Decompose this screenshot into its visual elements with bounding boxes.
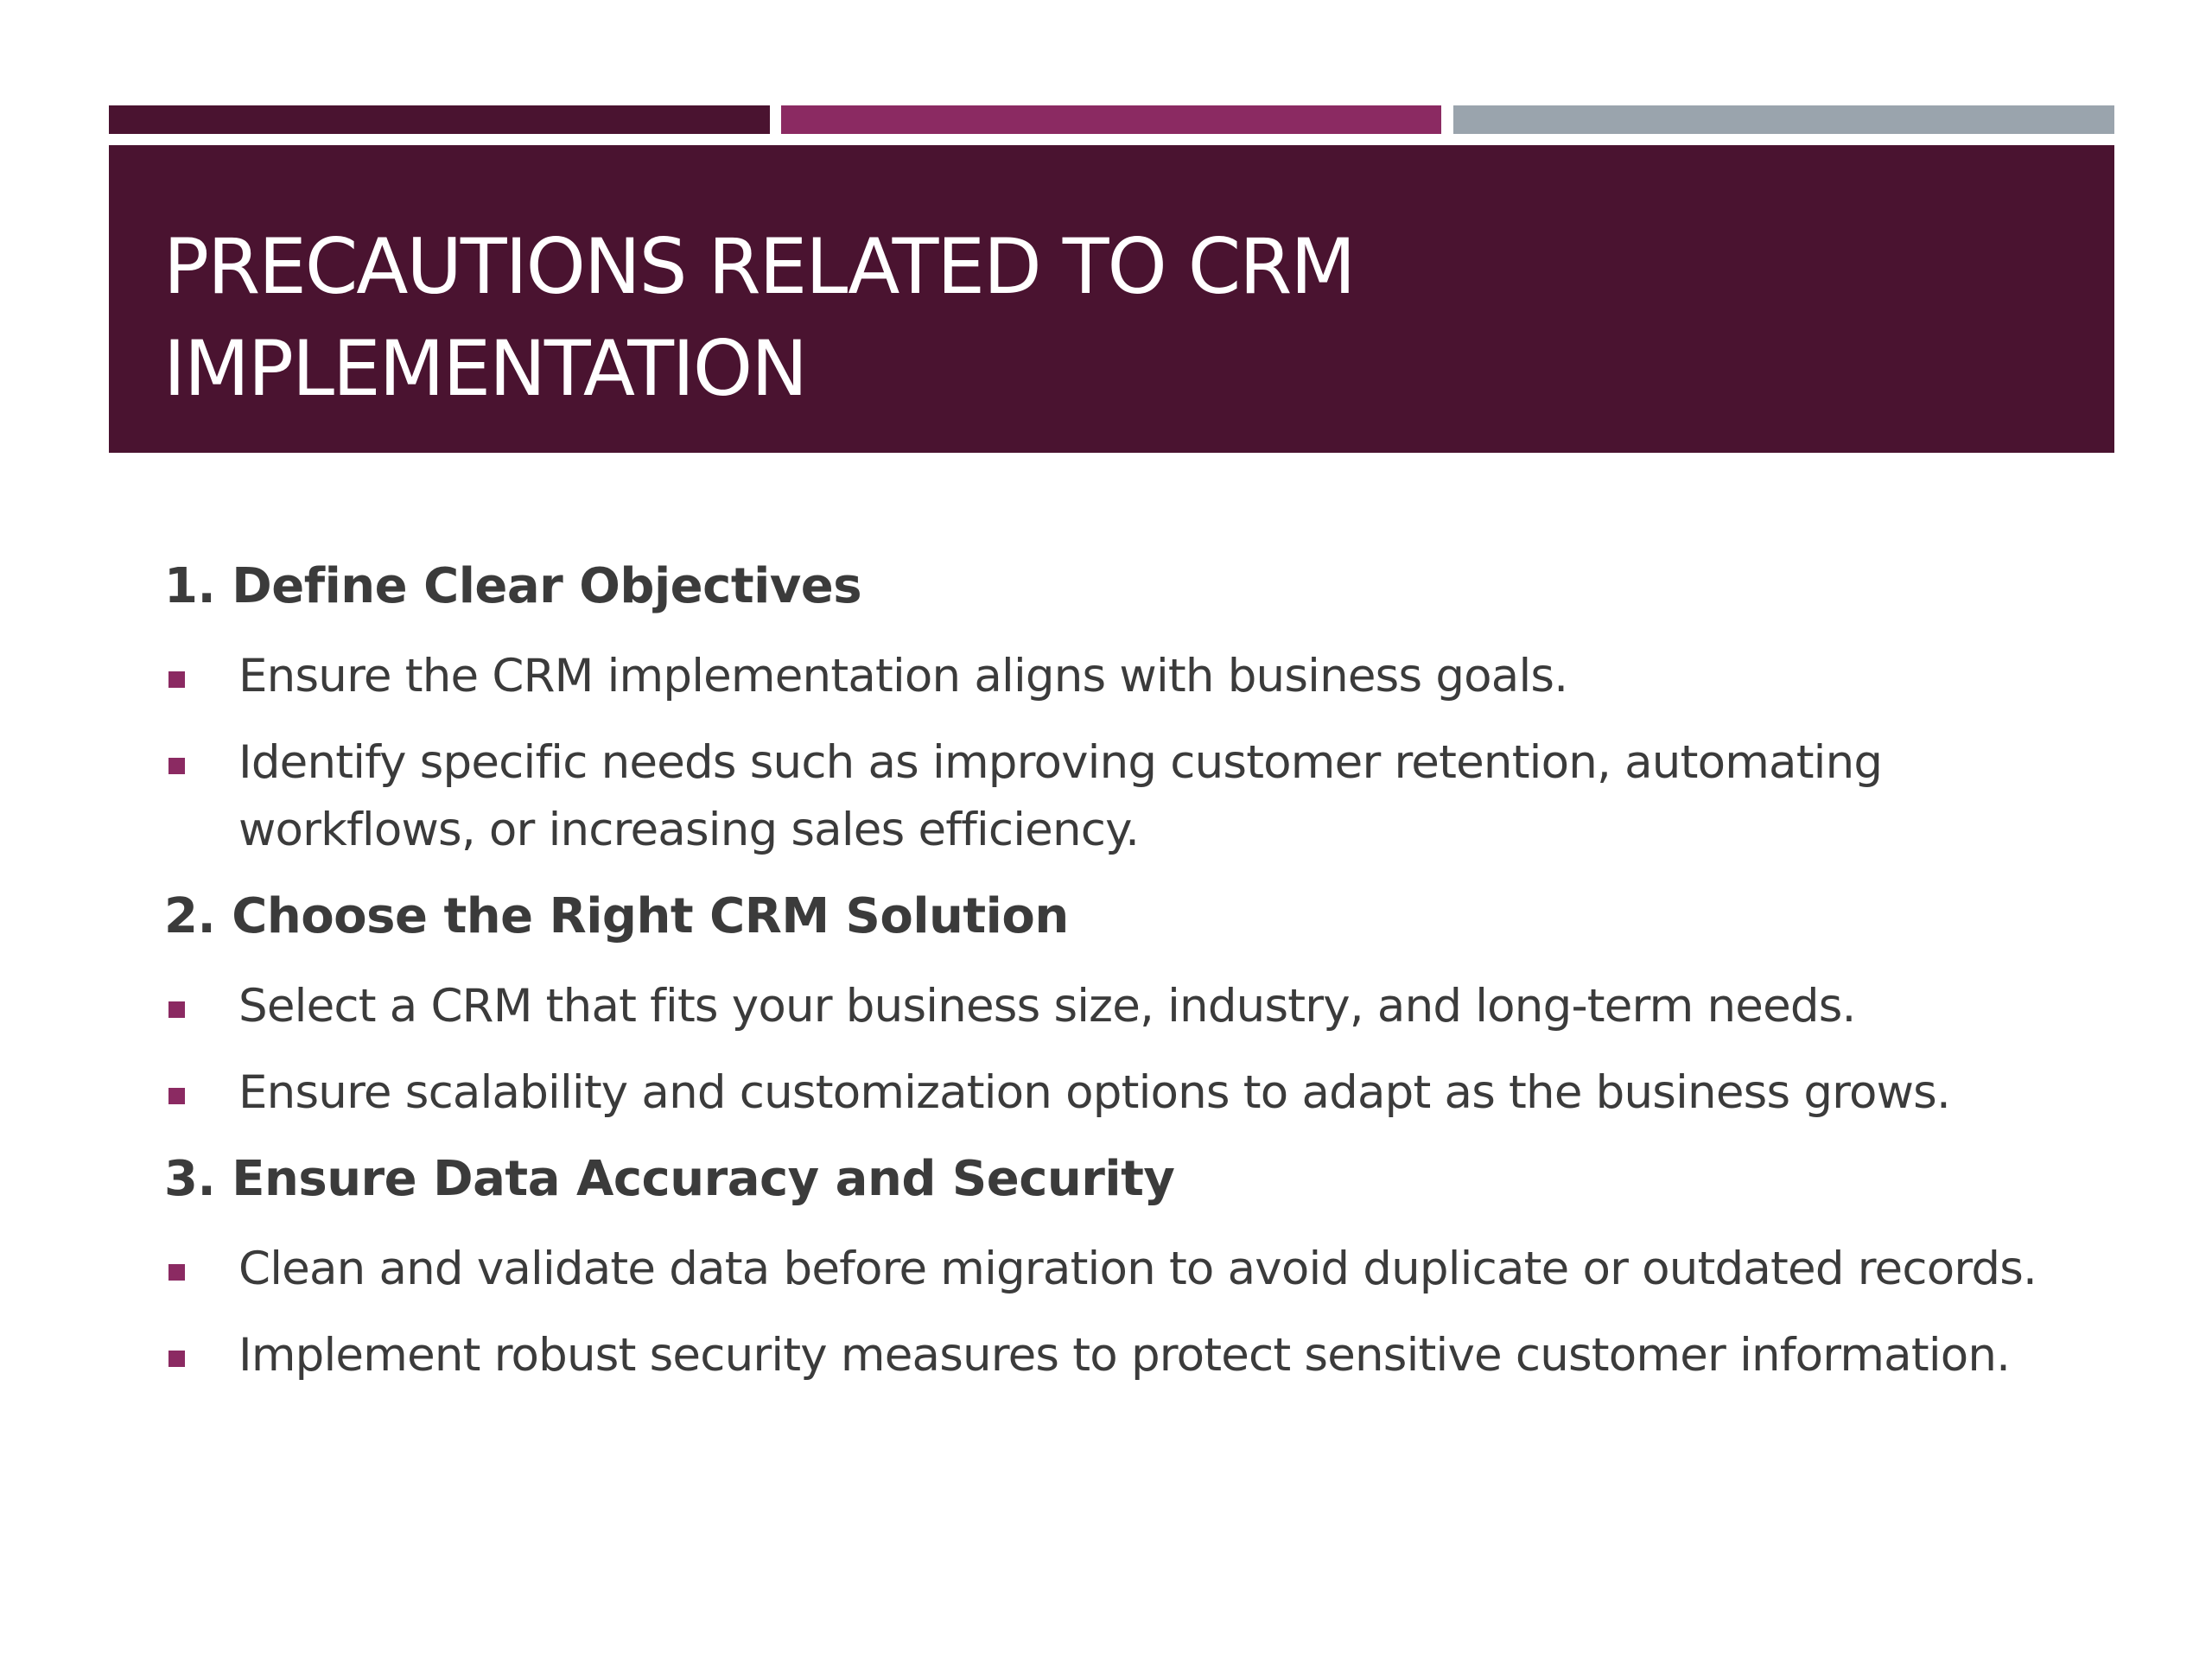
bullet-item xyxy=(164,1236,2082,1303)
accent-bar-tertiary xyxy=(1453,105,2114,134)
section-data-security xyxy=(164,1146,2082,1389)
accent-bar-primary xyxy=(109,105,770,134)
section-choose-solution xyxy=(164,883,2082,1127)
slide-title: PRECAUTIONS RELATED TO CRM IMPLEMENTATION xyxy=(163,222,1355,413)
square-bullet-icon xyxy=(168,1351,185,1367)
bullet-text: Ensure the CRM implementation aligns with business goals. xyxy=(238,650,1568,702)
bullet-list xyxy=(164,643,2082,864)
bullet-item xyxy=(164,1322,2082,1389)
section-heading: 2. Choose the Right CRM Solution xyxy=(164,888,1069,944)
square-bullet-icon xyxy=(168,1088,185,1104)
bullet-item xyxy=(164,643,2082,710)
square-bullet-icon xyxy=(168,1264,185,1281)
bullet-list xyxy=(164,1236,2082,1389)
section-heading: 3. Ensure Data Accuracy and Security xyxy=(164,1151,1175,1207)
bullet-text: Clean and validate data before migration to avoid duplicate or outdated records. xyxy=(238,1243,2037,1295)
bullet-text: Identify specific needs such as improving customer retention, automating workflows, or increasing sales efficiency. xyxy=(238,736,1883,856)
bullet-item xyxy=(164,1059,2082,1127)
section-define-objectives xyxy=(164,553,2082,864)
square-bullet-icon xyxy=(168,1001,185,1018)
bullet-text: Ensure scalability and customization options to adapt as the business grows. xyxy=(238,1066,1951,1119)
bullet-item xyxy=(164,729,2082,864)
square-bullet-icon xyxy=(168,758,185,774)
square-bullet-icon xyxy=(168,671,185,688)
section-heading: 1. Define Clear Objectives xyxy=(164,558,862,614)
bullet-text: Implement robust security measures to protect sensitive customer information. xyxy=(238,1329,2011,1382)
accent-bar-secondary xyxy=(781,105,1441,134)
bullet-text: Select a CRM that fits your business size, industry, and long-term needs. xyxy=(238,980,1856,1033)
slide-content xyxy=(164,553,2082,1408)
bullet-list xyxy=(164,973,2082,1127)
bullet-item xyxy=(164,973,2082,1040)
title-band xyxy=(109,145,2114,453)
